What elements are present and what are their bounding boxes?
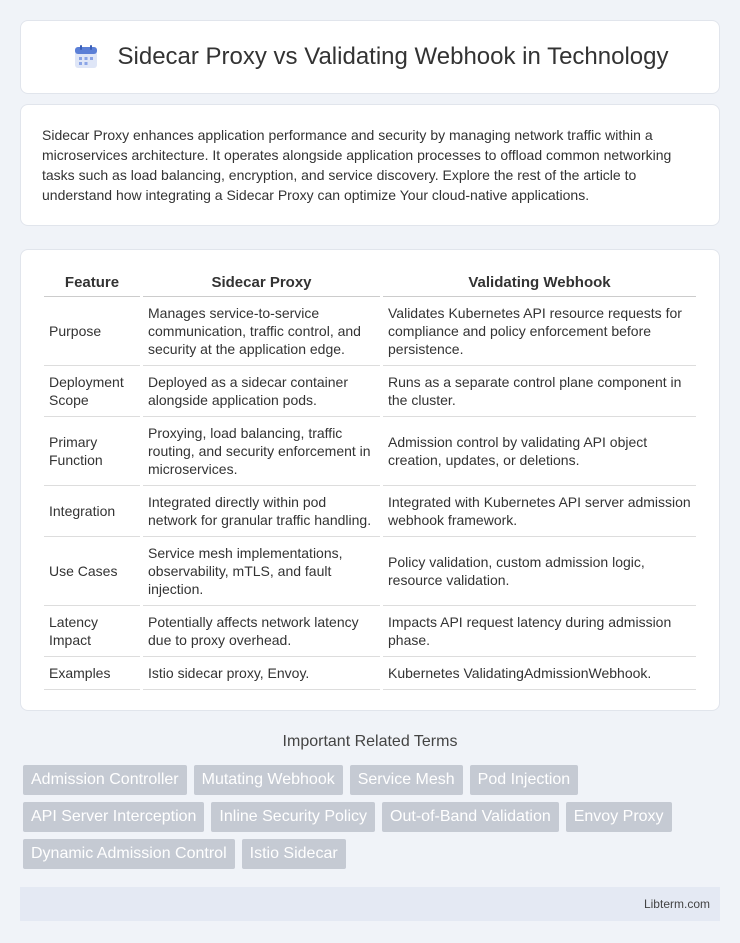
intro-text: Sidecar Proxy enhances application performance and security by managing network traffic within a microservices architecture. It operates alongside application processes to offload common networking tasks such as load balancing, encryption, and service discovery. Explore the rest of the article to understand how integrating a Sidecar Proxy can optimize Your cloud-native applications. <box>42 127 672 203</box>
tag-out-of-band-validation[interactable]: Out-of-Band Validation <box>382 802 559 832</box>
footer-site[interactable]: Libterm.com <box>643 897 710 911</box>
row-feature: Primary Function <box>44 417 140 486</box>
row-webhook: Runs as a separate control plane component in the cluster. <box>383 366 696 417</box>
page-title: Sidecar Proxy vs Validating Webhook in Technology <box>117 43 669 70</box>
table-row <box>44 297 696 366</box>
comparison-card <box>20 249 720 711</box>
row-webhook: Admission control by validating API object creation, updates, or deletions. <box>383 417 696 486</box>
row-feature: Integration <box>44 486 140 537</box>
tag-envoy-proxy[interactable]: Envoy Proxy <box>566 802 672 832</box>
row-webhook: Impacts API request latency during admission phase. <box>383 606 696 657</box>
row-feature: Use Cases <box>44 537 140 606</box>
tag-inline-security-policy[interactable]: Inline Security Policy <box>211 802 375 832</box>
tag-pod-injection[interactable]: Pod Injection <box>470 765 579 795</box>
table-row <box>44 417 696 486</box>
row-webhook: Integrated with Kubernetes API server admission webhook framework. <box>383 486 696 537</box>
row-sidecar: Proxying, load balancing, traffic routing, and security enforcement in microservices. <box>143 417 380 486</box>
footer <box>20 887 720 921</box>
row-sidecar: Integrated directly within pod network for granular traffic handling. <box>143 486 380 537</box>
related-terms-list <box>23 765 720 869</box>
intro-card <box>20 104 720 226</box>
row-sidecar: Service mesh implementations, observability, mTLS, and fault injection. <box>143 537 380 606</box>
header-validating-webhook: Validating Webhook <box>383 270 696 297</box>
row-webhook: Policy validation, custom admission logic, resource validation. <box>383 537 696 606</box>
row-feature: Deployment Scope <box>44 366 140 417</box>
calendar-icon <box>72 43 100 71</box>
row-feature: Purpose <box>44 297 140 366</box>
row-sidecar: Deployed as a sidecar container alongside application pods. <box>143 366 380 417</box>
row-sidecar: Istio sidecar proxy, Envoy. <box>143 657 380 690</box>
table-row <box>44 366 696 417</box>
row-sidecar: Manages service-to-service communication, traffic control, and security at the application edge. <box>143 297 380 366</box>
header-sidecar-proxy: Sidecar Proxy <box>143 270 380 297</box>
row-feature: Latency Impact <box>44 606 140 657</box>
tag-admission-controller[interactable]: Admission Controller <box>23 765 187 795</box>
tag-service-mesh[interactable]: Service Mesh <box>350 765 463 795</box>
related-terms-title: Important Related Terms <box>282 733 458 750</box>
tag-istio-sidecar[interactable]: Istio Sidecar <box>242 839 346 869</box>
row-webhook: Validates Kubernetes API resource requests for compliance and policy enforcement before persistence. <box>383 297 696 366</box>
tag-dynamic-admission-control[interactable]: Dynamic Admission Control <box>23 839 235 869</box>
row-feature: Examples <box>44 657 140 690</box>
table-row <box>44 657 696 690</box>
tag-mutating-webhook[interactable]: Mutating Webhook <box>194 765 343 795</box>
header-card <box>20 20 720 94</box>
row-sidecar: Potentially affects network latency due to proxy overhead. <box>143 606 380 657</box>
comparison-table <box>41 270 699 690</box>
table-row <box>44 486 696 537</box>
table-row <box>44 537 696 606</box>
table-header-row <box>44 270 696 297</box>
row-webhook: Kubernetes ValidatingAdmissionWebhook. <box>383 657 696 690</box>
tag-api-server-interception[interactable]: API Server Interception <box>23 802 204 832</box>
table-row <box>44 606 696 657</box>
header-feature: Feature <box>44 270 140 297</box>
